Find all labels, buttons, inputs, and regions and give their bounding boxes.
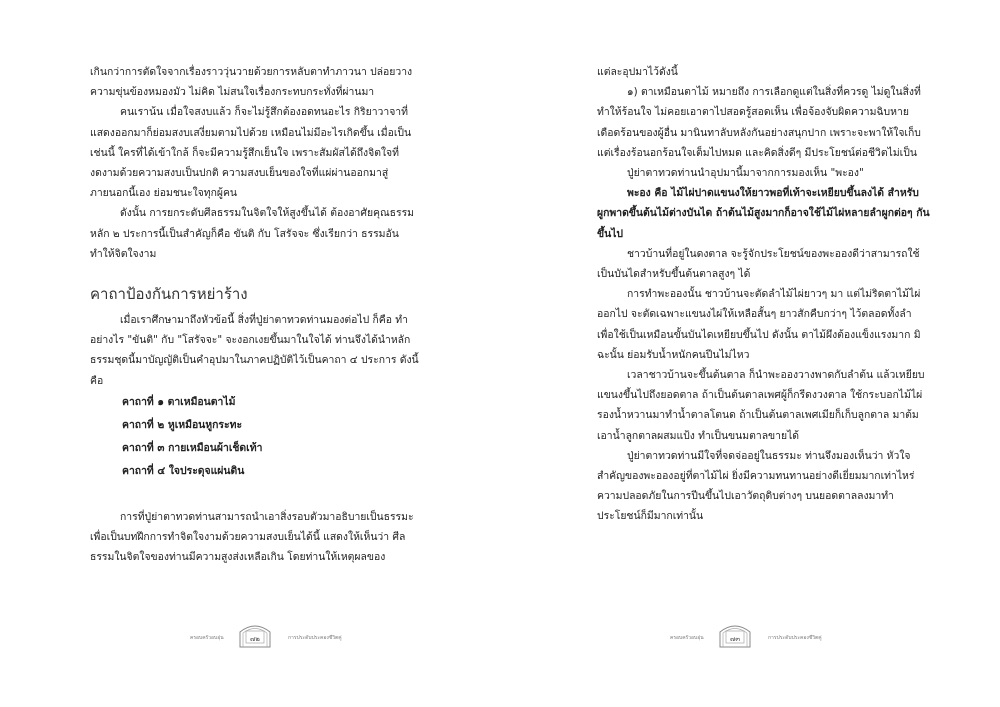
footer-chapter-title: การประดับประคองชีวิตคู่ [768, 635, 822, 641]
right-text-column [597, 62, 930, 527]
temple-frame-icon [238, 622, 272, 648]
verse-2: คาถาที่ ๒ หูเหมือนหูกระทะ [122, 418, 243, 431]
right-paragraph-5: ชาวบ้านที่อยู่ในดงตาล จะรู้จักประโยชน์ของพะอองดีว่าสามารถใช้เป็นบันไดสำหรับขึ้นต้นตาลสูงๆ ได้ [597, 247, 920, 281]
right-footer [670, 622, 830, 652]
left-paragraph-3: ดังนั้น การยกระดับศีลธรรมในจิตใจให้สูงขึ้นได้ ต้องอาศัยคุณธรรมหลัก ๒ ประการนี้เป็นสำคัญก็คือ ขันติ กับ โสรัจจะ ซึ่งเรียกว่า ธรรมอันทำให้จิตใจงาม [90, 207, 414, 260]
section-title: คาถาป้องกันการหย่าร้าง [90, 285, 248, 304]
footer-book-title: ครอบครัวอบอุ่น [190, 635, 224, 641]
verse-3: คาถาที่ ๓ กายเหมือนผ้าเช็ดเท้า [122, 441, 263, 454]
left-footer [190, 622, 350, 652]
verse-4: คาถาที่ ๔ ใจประดุจแผ่นดิน [122, 464, 245, 477]
right-page [500, 0, 1000, 707]
left-text-column [90, 62, 423, 567]
left-paragraph-4: เมื่อเราศึกษามาถึงหัวข้อนี้ สิ่งที่ปู่ย่าตาทวดท่านมองต่อไป ก็คือ ทำอย่างไร "ขันติ" กับ "โสรัจจะ" จะงอกเงยขึ้นมาในใจได้ ท่านจึงได้นำหลักธรรมชุดนี้มาบัญญัติเป็นคำอุปมาในภาคปฏิบัติไว้เป็นคาถา ๔ ประการ ดังนี้ คือ [90, 314, 419, 387]
right-paragraph-4: พะอง คือ ไม้ไผ่ปาดแขนงให้ยาวพอที่เท้าจะเหยียบขึ้นลงได้ สำหรับผูกพาดขึ้นต้นไม้ต่างบันได ถ้าต้นไม้สูงมากก็อาจใช้ไม้ไผ่หลายลำผูกต่อๆ กันขึ้นไป [597, 187, 930, 240]
right-paragraph-2: ๑) ตาเหมือนตาไม้ หมายถึง การเลือกดูแต่ในสิ่งที่ควรดู ไม่ดูในสิ่งที่ทำให้ร้อนใจ ไม่คอยเอาตาไปสอดรู้สอดเห็น เพื่อจ้องจับผิดความฉิบหายเดือดร้อนของผู้อื่น มานินทาลับหลังกันอย่างสนุกปาก เพราะจะพาให้ใจเก็บแต่เรื่องร้อนอกร้อนใจเต็มไปหมด และคิดสิ่งดีๆ มีประโยชน์ต่อชีวิตไม่เป็น [597, 86, 921, 159]
left-paragraph-2: คนเราน้น เมื่อใจสงบแล้ว ก็จะไม่รู้สึกต้องอดทนอะไร กิริยาวาจาที่แสดงออกมาก็ย่อมสงบเสงี่ยมตามไปด้วย เหมือนไม่มีอะไรเกิดขึ้น เมื่อเป็นเช่นนี้ ใครที่ได้เข้าใกล้ ก็จะมีความรู้สึกเย็นใจ เพราะสัมผัสได้ถึงจิตใจที่งดงามด้วยความสงบเป็นปกติ ความสงบเย็นของใจที่แผ่ผ่านออกมาสู่ภายนอกนี้เอง ย่อมชนะใจทุกผู้คน [90, 106, 412, 200]
right-paragraph-3: ปู่ย่าตาทวดท่านนำอุปมานี้มาจากการมองเห็น "พะอง" [627, 167, 864, 180]
left-paragraph-1: เกินกว่าการตัดใจจากเรื่องราววุ่นวายด้วยการหลับตาทำภาวนา ปล่อยวางความขุ่นข้องหมองมัว ไม่คิด ไม่สนใจเรื่องกระทบกระทั่งที่ผ่านมา [90, 66, 413, 99]
right-paragraph-1: แต่ละอุปมาไว้ดังนี้ [597, 66, 678, 78]
footer-book-title: ครอบครัวอบอุ่น [670, 635, 704, 641]
temple-frame-icon [718, 622, 752, 648]
left-paragraph-5: การที่ปู่ย่าตาทวดท่านสามารถนำเอาสิ่งรอบตัวมาอธิบายเป็นธรรมะ เพื่อเป็นบทฝึกการทำจิตใจงามด้วยความสงบเย็นได้นี้ แสดงให้เห็นว่า ศีลธรรมในจิตใจของท่านมีความสูงส่งเหลือเกิน โดยท่านให้เหตุผลของ [90, 510, 414, 564]
verse-1: คาถาที่ ๑ ตาเหมือนตาไม้ [122, 395, 236, 408]
page-number: ๗๒ [250, 635, 260, 643]
page-number: ๗๓ [729, 635, 741, 643]
footer-chapter-title: การประดับประคองชีวิตคู่ [288, 635, 342, 641]
right-paragraph-6: การทำพะอองนั้น ชาวบ้านจะตัดลำไม้ไผ่ยาวๆ มา แต่ไม่ริดตาไม้ไผ่ออกไป จะตัดเฉพาะแขนงไผ่ให้เหลือสั้นๆ ยาวสักคืบกว่าๆ ไว้ตลอดทั้งลำ เพื่อใช้เป็นเหมือนขั้นบันไดเหยียบขึ้นไป ดังนั้น ตาไม้ผึงต้องแข็งแรงมาก มิฉะนั้น ย่อมรับน้ำหนักคนปีนไม่ไหว [597, 288, 921, 361]
right-paragraph-8: ปู่ย่าตาทวดท่านมีใจที่จดจ่ออยู่ในธรรมะ ท่านจึงมองเห็นว่า หัวใจสำคัญของพะอองอยู่ที่ตาไม้ไผ่ ยิ่งมีความทนทานอย่างดีเยี่ยมมากเท่าไหร่ ความปลอดภัยในการปีนขึ้นไปเอาวัตถุดิบต่างๆ บนยอดตาลลงมาทำประโยชน์ก็มีมากเท่านั้น [597, 449, 915, 523]
right-paragraph-7: เวลาชาวบ้านจะขึ้นต้นตาล ก็นำพะอองวางพาดกับลำต้น แล้วเหยียบแขนงขึ้นไปถึงยอดตาล ถ้าเป็นต้นตาลเพศผู้ก็กรีดงวงตาล ใช้กระบอกไม้ไผ่รองน้ำหวานมาทำน้ำตาลโตนด ถ้าเป็นต้นตาลเพศเมียก็เก็บลูกตาล มาต้มเอาน้ำลูกตาลผสมแป้ง ทำเป็นขนมตาลขายได้ [597, 369, 925, 442]
